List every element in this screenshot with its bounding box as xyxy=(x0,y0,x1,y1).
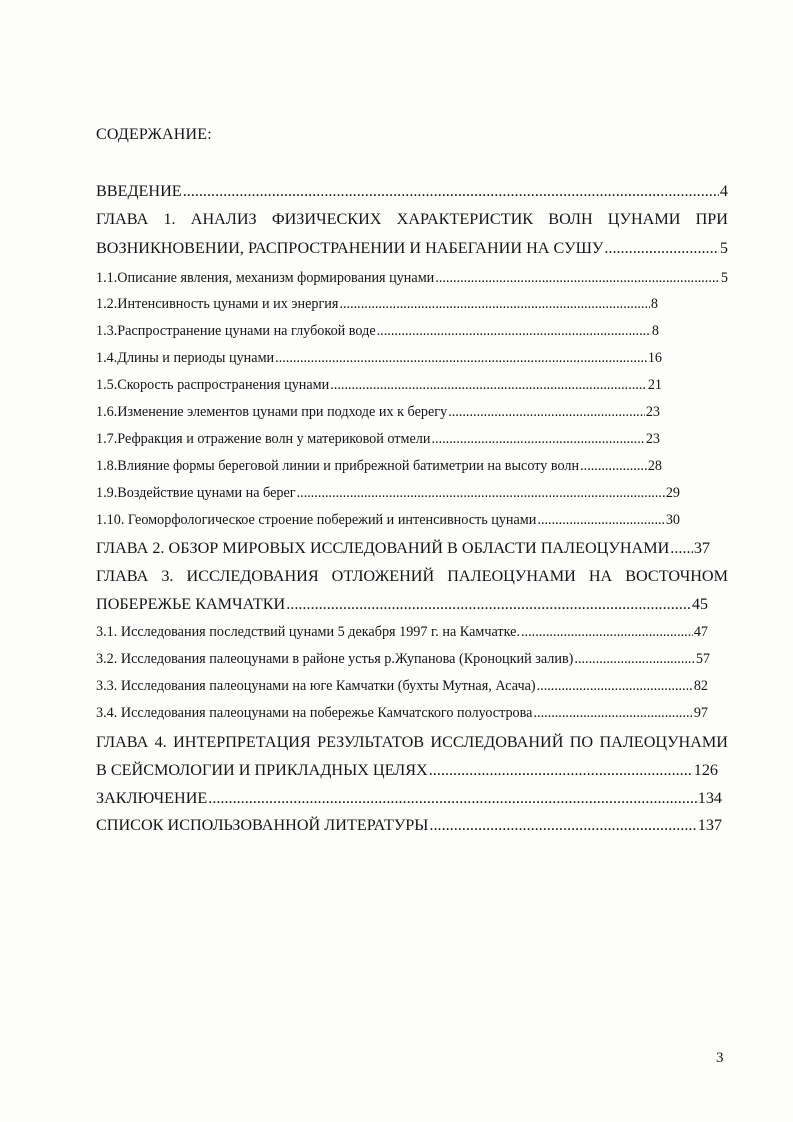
toc-entry-intro xyxy=(96,182,728,201)
toc-entry-page: 47 xyxy=(693,624,708,640)
leader-dots xyxy=(537,678,693,695)
toc-entry-title: 1.8.Влияние формы береговой линии и прибрежной батиметрии на высоту волн xyxy=(96,458,580,474)
toc-entry-title: 3.1. Исследования последствий цунами 5 декабря 1997 г. на Камчатке. xyxy=(96,624,520,640)
toc-entry-3-2 xyxy=(96,651,710,668)
toc-entry-1-8 xyxy=(96,458,662,475)
toc-entry-3-3 xyxy=(96,678,708,695)
leader-dots xyxy=(208,789,696,808)
leader-dots xyxy=(275,350,647,367)
toc-entry-title: ГЛАВА 1. АНАЛИЗ ФИЗИЧЕСКИХ ХАРАКТЕРИСТИК ВОЛН ЦУНАМИ ПРИ xyxy=(96,210,728,228)
toc-entry-title: ВВЕДЕНИЕ xyxy=(96,182,182,200)
toc-entry-conclusion xyxy=(96,789,722,808)
toc-entry-1-10 xyxy=(96,512,680,529)
leader-dots xyxy=(537,512,664,529)
toc-entry-1-9 xyxy=(96,485,680,502)
leader-dots xyxy=(521,624,693,641)
toc-entry-1-7 xyxy=(96,431,660,448)
toc-entry-title: 1.1.Описание явления, механизм формирования цунами xyxy=(96,270,435,286)
leader-dots xyxy=(670,539,693,558)
leader-dots xyxy=(377,323,651,340)
toc-entry-page: 23 xyxy=(645,404,660,420)
toc-entry-page: 29 xyxy=(665,485,680,501)
toc-entry-title: 3.2. Исследования палеоцунами в районе устья р.Жупанова (Кроноцкий залив) xyxy=(96,651,574,667)
toc-entry-title: ВОЗНИКНОВЕНИИ, РАСПРОСТРАНЕНИИ И НАБЕГАНИИ НА СУШУ xyxy=(96,239,604,257)
leader-dots xyxy=(183,182,719,201)
toc-entry-title: 1.5.Скорость распространения цунами xyxy=(96,377,330,393)
toc-entry-chapter-1-line-1 xyxy=(96,210,728,229)
page-number: 3 xyxy=(716,1050,724,1066)
toc-entry-page: 57 xyxy=(695,651,710,667)
leader-dots xyxy=(604,239,719,258)
toc-entry-title: 1.2.Интенсивность цунами и их энергия xyxy=(96,296,339,312)
toc-entry-title: 1.7.Рефракция и отражение волн у материковой отмели xyxy=(96,431,431,447)
leader-dots xyxy=(286,595,691,614)
toc-entry-page: 16 xyxy=(647,350,662,366)
toc-entry-1-4 xyxy=(96,350,662,367)
toc-entry-page: 8 xyxy=(651,323,659,339)
leader-dots xyxy=(574,651,694,668)
leader-dots xyxy=(429,816,696,835)
toc-entry-chapter-1-line-2 xyxy=(96,239,728,258)
toc-entry-title: ГЛАВА 3. ИССЛЕДОВАНИЯ ОТЛОЖЕНИЙ ПАЛЕОЦУНАМИ НА ВОСТОЧНОМ xyxy=(96,567,728,585)
leader-dots xyxy=(431,431,644,448)
toc-heading: СОДЕРЖАНИЕ: xyxy=(96,126,212,143)
toc-entry-title: СПИСОК ИСПОЛЬЗОВАННОЙ ЛИТЕРАТУРЫ xyxy=(96,816,429,834)
toc-entry-title: В СЕЙСМОЛОГИИ И ПРИКЛАДНЫХ ЦЕЛЯХ xyxy=(96,761,428,779)
toc-entry-page: 137 xyxy=(697,816,722,834)
toc-entry-3-1 xyxy=(96,624,708,641)
toc-entry-title: 3.4. Исследования палеоцунами на побережье Камчатского полуострова xyxy=(96,705,533,721)
toc-entry-3-4 xyxy=(96,705,708,722)
leader-dots xyxy=(339,296,649,313)
toc-entry-title: ПОБЕРЕЖЬЕ КАМЧАТКИ xyxy=(96,595,286,613)
toc-entry-chapter-3-line-2 xyxy=(96,595,708,614)
toc-entry-page: 5 xyxy=(720,270,728,286)
toc-entry-1-6 xyxy=(96,404,660,421)
toc-entry-page: 21 xyxy=(647,377,662,393)
toc-entry-title: 1.4.Длины и периоды цунами xyxy=(96,350,275,366)
toc-entry-title: 3.3. Исследования палеоцунами на юге Камчатки (бухты Мутная, Асача) xyxy=(96,678,536,694)
toc-entry-page: 97 xyxy=(693,705,708,721)
toc-entry-page: 4 xyxy=(719,182,728,200)
toc-entry-chapter-4-line-2 xyxy=(96,761,718,780)
toc-entry-page: 30 xyxy=(665,512,680,528)
toc-entry-chapter-2 xyxy=(96,539,710,558)
toc-entry-page: 5 xyxy=(719,239,728,257)
toc-entry-title: 1.6.Изменение элементов цунами при подходе их к берегу xyxy=(96,404,448,420)
leader-dots xyxy=(533,705,692,722)
leader-dots xyxy=(297,485,665,502)
toc-entry-references xyxy=(96,816,722,835)
toc-entry-page: 126 xyxy=(693,761,718,779)
toc-entry-title: ЗАКЛЮЧЕНИЕ xyxy=(96,789,208,807)
leader-dots xyxy=(435,270,720,287)
toc-entry-chapter-4-line-1 xyxy=(96,733,728,752)
leader-dots xyxy=(580,458,647,475)
toc-entry-page: 45 xyxy=(691,595,708,613)
toc-entry-title: 1.10. Геоморфологическое строение побережий и интенсивность цунами xyxy=(96,512,537,528)
leader-dots xyxy=(330,377,647,394)
toc-entry-page: 28 xyxy=(647,458,662,474)
toc-entry-title: 1.9.Воздействие цунами на берег xyxy=(96,485,296,501)
toc-entry-page: 134 xyxy=(697,789,722,807)
leader-dots xyxy=(429,761,693,780)
toc-entry-1-2 xyxy=(96,296,658,313)
toc-entry-title: 1.3.Распространение цунами на глубокой воде xyxy=(96,323,376,339)
toc-entry-page: 37 xyxy=(693,539,710,557)
leader-dots xyxy=(448,404,645,421)
toc-entry-1-3 xyxy=(96,323,659,340)
toc-entry-chapter-3-line-1 xyxy=(96,567,728,586)
toc-entry-page: 23 xyxy=(645,431,660,447)
toc-entry-title: ГЛАВА 4. ИНТЕРПРЕТАЦИЯ РЕЗУЛЬТАТОВ ИССЛЕДОВАНИЙ ПО ПАЛЕОЦУНАМИ xyxy=(96,733,728,751)
toc-entry-page: 8 xyxy=(650,296,658,312)
toc-entry-page: 82 xyxy=(693,678,708,694)
toc-entry-title: ГЛАВА 2. ОБЗОР МИРОВЫХ ИССЛЕДОВАНИЙ В ОБЛАСТИ ПАЛЕОЦУНАМИ xyxy=(96,539,670,557)
toc-entry-1-5 xyxy=(96,377,662,394)
toc-entry-1-1 xyxy=(96,270,728,287)
